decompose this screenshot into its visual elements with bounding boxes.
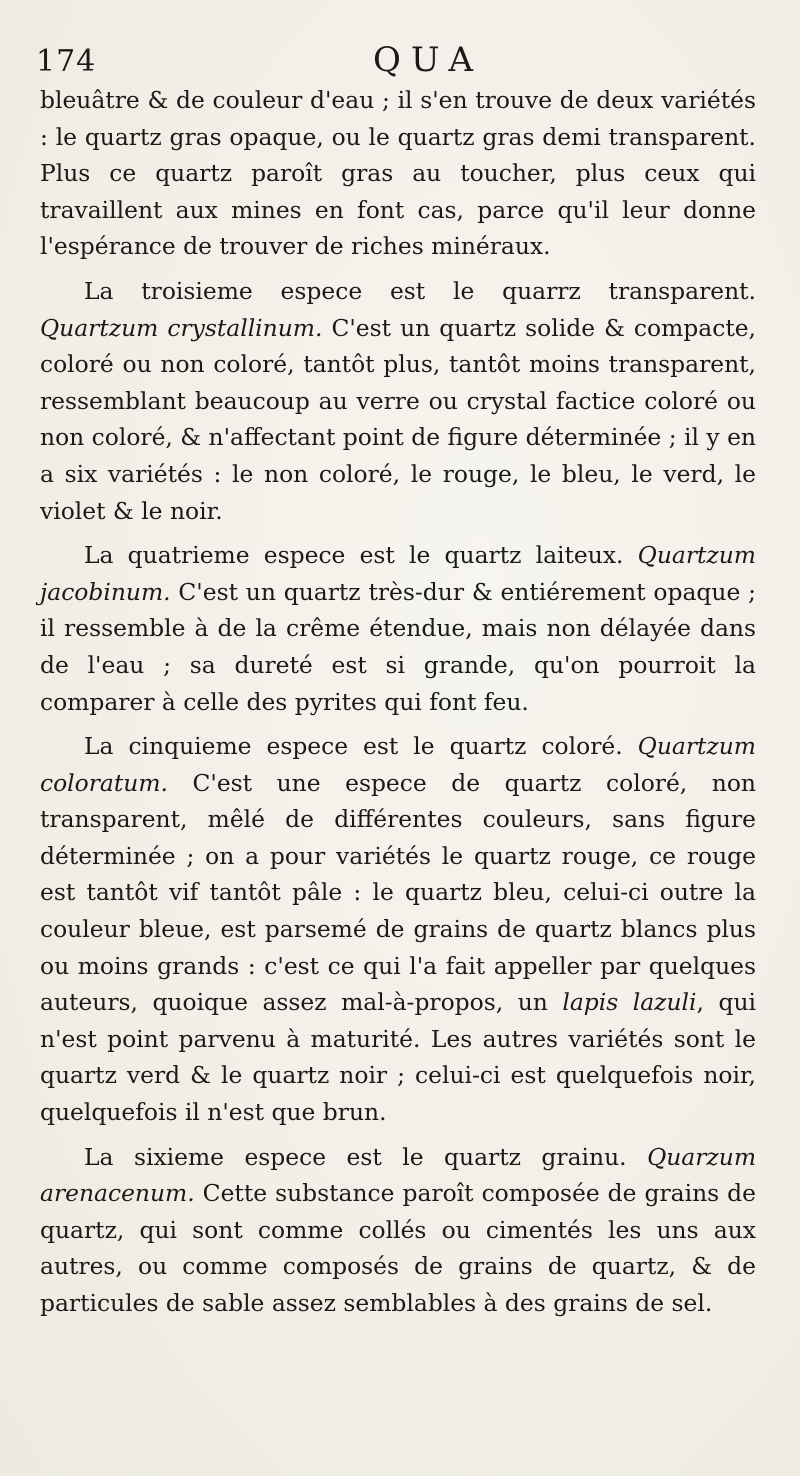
running-head: QUA [372, 40, 484, 80]
page-number: 174 [36, 44, 97, 79]
latin-name: Quartzum crystallinum. [40, 313, 323, 342]
page-header [36, 38, 760, 84]
page-body [40, 82, 756, 1322]
paragraph-sixieme-espece [40, 1139, 756, 1322]
text-run: C'est un quartz très-dur & entiérement opaque ; il ressemble à de la crême étendue, mais non délayée dans de l'eau ; sa dureté est si grande, qu'on pourroit la comparer à celle des pyrites qui font feu. [40, 577, 756, 716]
text-run: , qui n'est point parvenu à maturité. Les autres variétés sont le quartz verd & le quartz noir ; celui-ci est quelquefois noir, quelquefois il n'est que brun. [40, 988, 757, 1127]
text-run: La troisieme espece est le quarrz transparent. [84, 276, 756, 305]
text-run: Cette substance paroît composée de grains de quartz, qui sont comme collés ou cimentés les uns aux autres, ou comme composés de grains de quartz, & de particules de sable assez semblables à des grains de sel. [40, 1179, 756, 1317]
text-run: La sixieme espece est le quartz grainu. [84, 1142, 648, 1171]
text-run: bleuâtre & de couleur d'eau ; il s'en trouve de deux variétés : le quartz gras opaque, ou le quartz gras demi transparent. Plus ce quartz paroît gras au toucher, plus ceux qui travaillent aux mines en font cas, parce qu'il leur donne l'espérance de trouver de riches minéraux. [40, 86, 756, 261]
text-run: La quatrieme espece est le quartz laiteux. [84, 541, 638, 570]
text-run: C'est un quartz solide & compacte, coloré ou non coloré, tantôt plus, tantôt moins transparent, ressemblant beaucoup au verre ou crystal factice coloré ou non coloré, & n'affectant point de figure déterminée ; il y en a six variétés : le non coloré, le rouge, le bleu, le verd, le violet & le noir. [40, 313, 756, 525]
latin-name: Quartzum jacobinum. [40, 541, 756, 606]
latin-term: lapis lazuli [562, 988, 697, 1017]
latin-name: Quarzum arenacenum. [40, 1142, 756, 1208]
paragraph-quatrieme-espece [40, 537, 756, 720]
paragraph-cinquieme-espece [40, 728, 756, 1131]
text-run: La cinquieme espece est le quartz coloré. [84, 732, 638, 761]
latin-name: Quartzum coloratum. [40, 732, 756, 797]
text-run: C'est une espece de quartz coloré, non transparent, mêlé de différentes couleurs, sans figure déterminée ; on a pour variétés le quartz rouge, ce rouge est tantôt vif tantôt pâle : le quartz bleu, celui-ci outre la couleur bleue, est parsemé de grains de quartz blancs plus ou moins grands : c'est ce qui l'a fait appeller par quelques auteurs, quoique assez mal-à-propos, un [40, 768, 756, 1017]
paragraph-continuation [40, 82, 756, 265]
paragraph-troisieme-espece [40, 273, 756, 529]
